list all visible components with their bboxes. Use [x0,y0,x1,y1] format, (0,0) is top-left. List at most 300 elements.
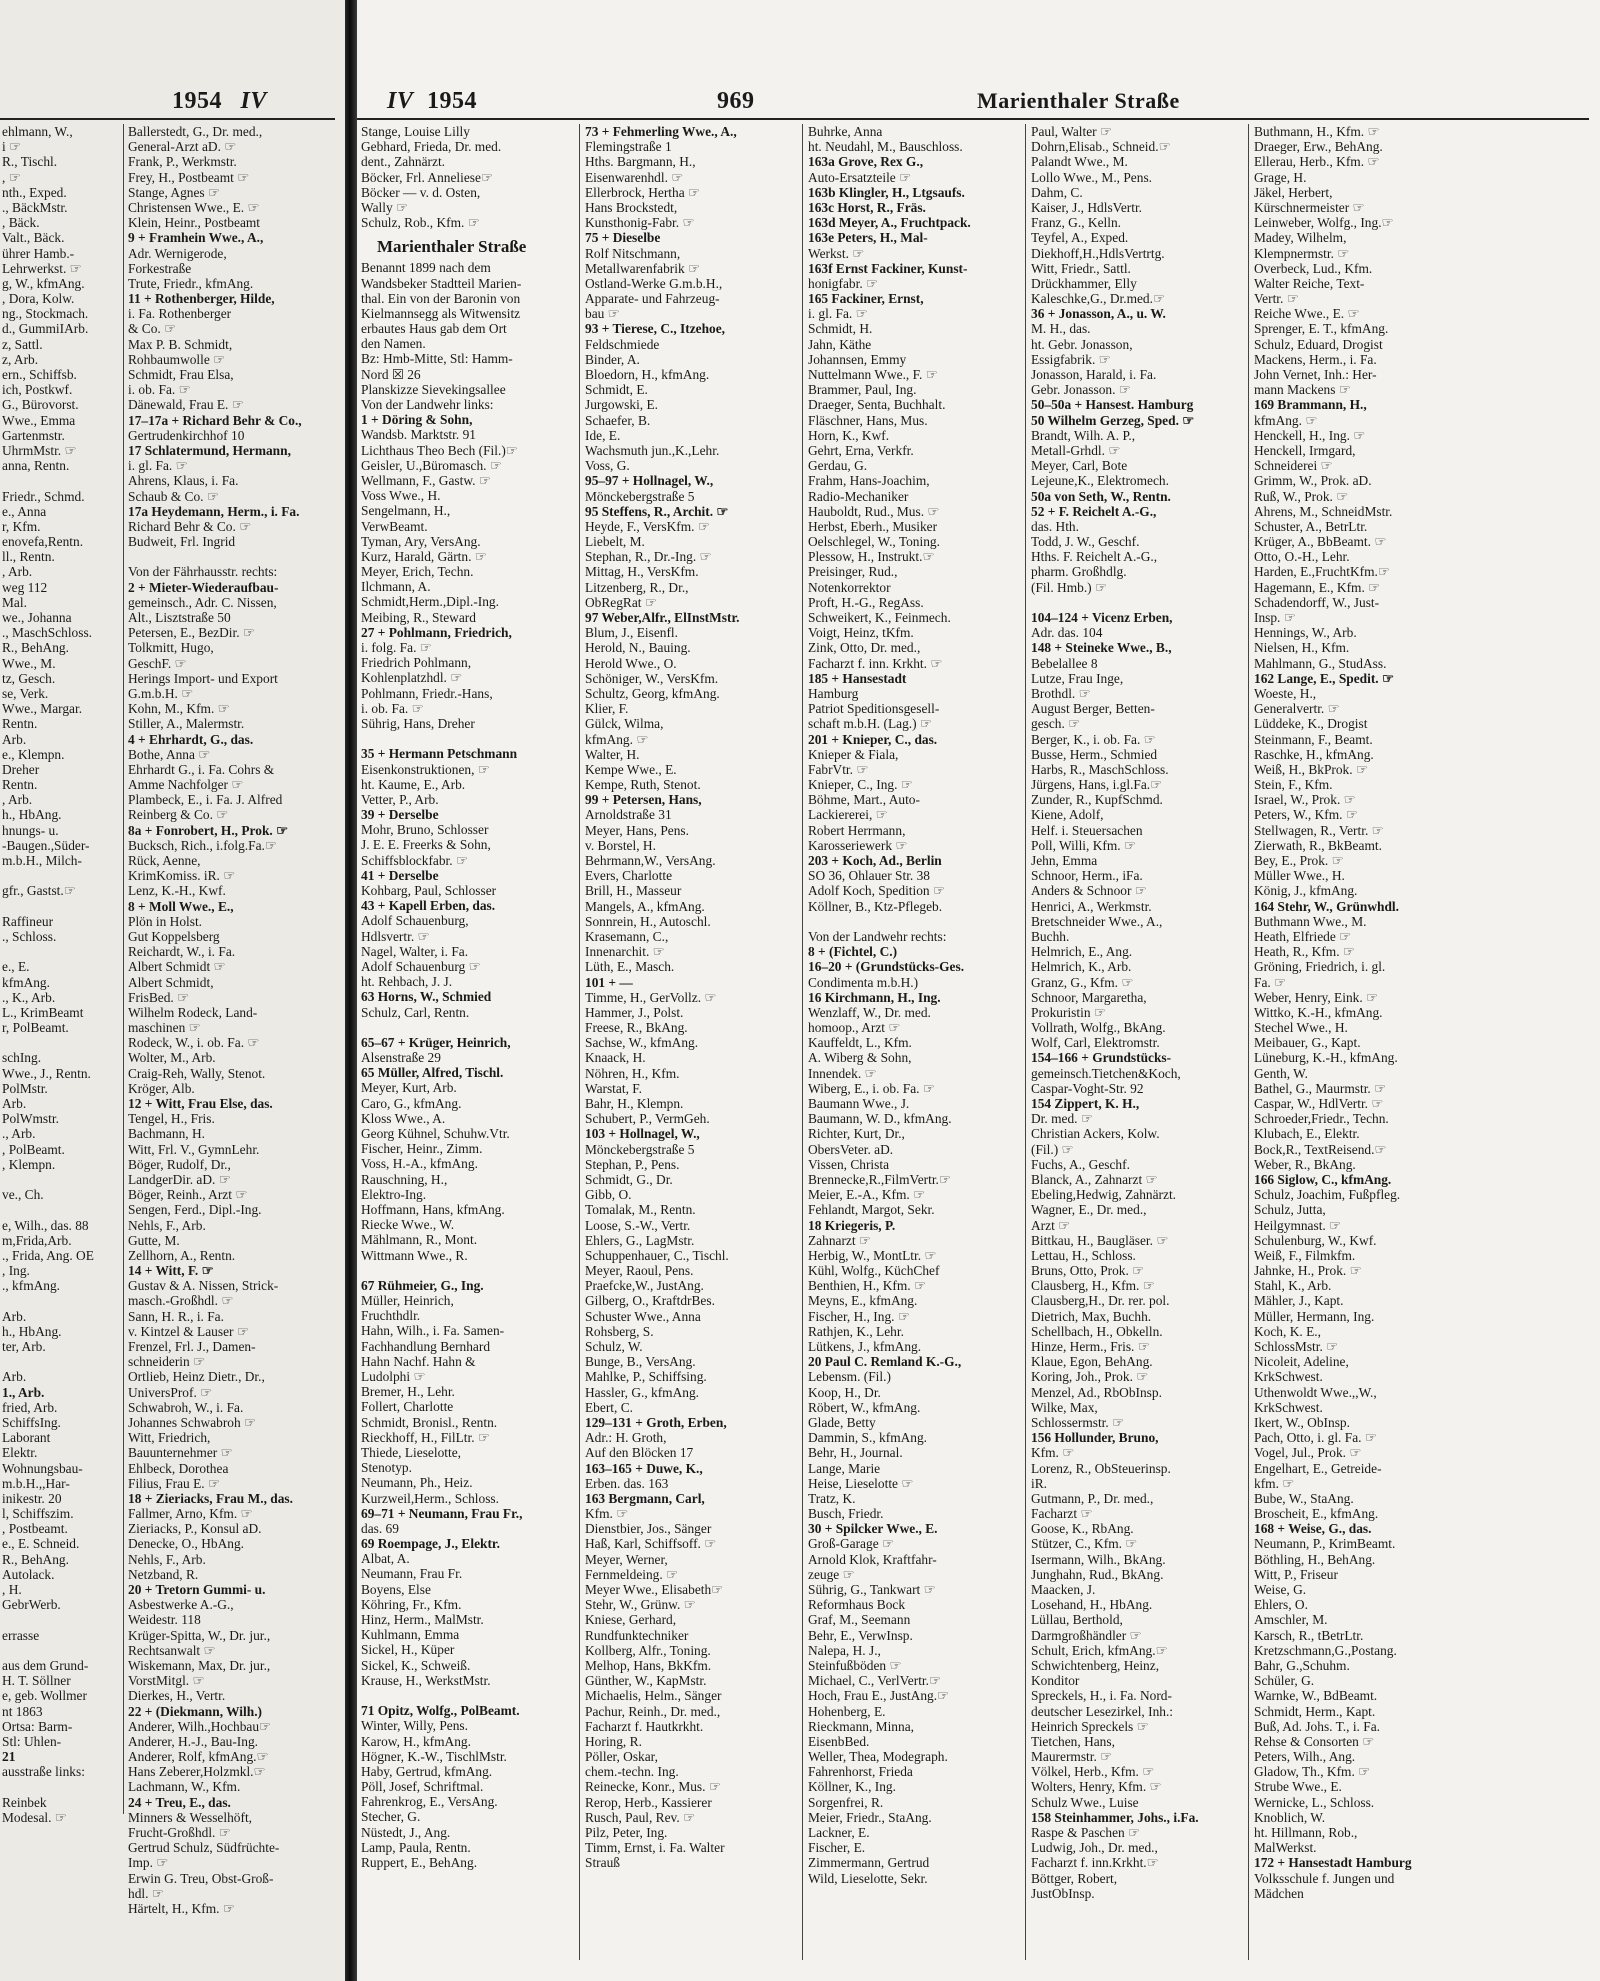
directory-line: Mohr, Bruno, Schlosser [361,822,489,838]
directory-line: Uthenwoldt Wwe.,,W., [1254,1384,1377,1400]
directory-line: Schnoor, Margaretha, [1031,989,1147,1005]
directory-line: Todd, J. W., Geschf. [1031,534,1140,550]
directory-line: chem.-techn. Ing. [585,1764,679,1780]
directory-line: Kurzweil,Herm., Schloss. [361,1490,499,1506]
directory-line: Nagel, Walter, i. Fa. [361,943,469,959]
directory-line: Schmidt, E. [585,382,648,398]
directory-line: kfmAng. ☞ [585,731,649,747]
directory-line: Maacken, J. [1031,1582,1096,1597]
directory-line: Anders & Schnoor ☞ [1031,883,1147,899]
directory-line: 166 Siglow, C., kfmAng. [1254,1171,1392,1187]
directory-line: Alt., Lisztstraße 50 [128,610,231,625]
directory-line: 73 + Fehmerling Wwe., A., [585,124,737,139]
directory-line: Mangels, A., kfmAng. [585,898,705,914]
directory-line: Schmidt,Herm.,Dipl.-Ing. [361,594,499,610]
directory-line: Evers, Charlotte [585,868,673,884]
book-gutter [345,0,357,1981]
directory-line: Plessow, H., Instrukt.☞ [808,549,935,565]
directory-line: Schöniger, W., VersKfm. [585,670,719,686]
directory-line: Haß, Karl, Schiffsoff. ☞ [585,1536,717,1552]
directory-line: Imp. ☞ [128,1855,169,1871]
directory-line: Baumann Wwe., J. [808,1096,910,1111]
directory-line: 103 + Hollnagel, W., [585,1126,700,1142]
directory-line: Fallmer, Arno, Kfm. ☞ [128,1506,253,1522]
directory-line: Helmrich, E., Ang. [1031,944,1133,960]
directory-line: Essigfabrik. ☞ [1031,351,1111,367]
directory-line: Kauffeldt, L., Kfm. [808,1035,912,1051]
directory-line: Werkst. ☞ [808,245,865,261]
directory-line: R., BehAng. [2,1551,69,1567]
directory-line: Spreckels, H., i. Fa. Nord- [1031,1688,1172,1704]
directory-line: Bebelallee 8 [1031,655,1098,671]
directory-line: Müller Wwe., H. [1254,868,1345,884]
directory-line: Schmidt, Frau Elsa, [128,367,234,382]
directory-line: Herbst, Eberh., Musiker [808,518,938,534]
directory-line: John Vernet, Inh.: Her- [1254,367,1377,382]
directory-line: Palandt Wwe., M. [1031,154,1128,170]
directory-line: Rück, Aenne, [128,853,201,868]
directory-line: 27 + Pohlmann, Friedrich, [361,624,512,640]
directory-line: Nöhren, H., Kfm. [585,1065,680,1081]
directory-line: Lüllau, Berthold, [1031,1612,1123,1628]
directory-line: Fuchs, A., Geschf. [1031,1156,1130,1172]
directory-line: Broscheit, E., kfmAng. [1254,1506,1379,1522]
directory-line: Strube Wwe., E. [1254,1779,1342,1795]
directory-line: Sorgenfrei, R. [808,1794,884,1810]
directory-line: Buß, Ad. Johs. T., i. Fa. [1254,1718,1380,1734]
directory-line: Zunder, R., KupfSchmd. [1031,792,1163,808]
directory-line: Liebelt, M. [585,534,645,550]
directory-line: Gutte, M. [128,1232,180,1248]
directory-line: Ellerbrock, Hertha ☞ [585,184,700,200]
column-divider [1025,124,1026,1960]
directory-line: Reinecke, Konr., Mus. ☞ [585,1779,721,1795]
directory-line: Krüger-Spitta, W., Dr. jur., [128,1627,271,1643]
directory-line: Hths. F. Reichelt A.-G., [1031,549,1158,565]
directory-line: J. E. E. Freerks & Sohn, [361,837,491,853]
directory-line: Heinrich Spreckels ☞ [1031,1718,1149,1734]
directory-line: Schulz Wwe., Luise [1031,1794,1139,1810]
directory-line: Busch, Friedr. [808,1506,884,1522]
directory-line: Modesal. ☞ [2,1809,67,1825]
directory-line: Caspar, W., HdlVertr. ☞ [1254,1096,1384,1111]
directory-line: Meyer Wwe., Elisabeth☞ [585,1582,724,1597]
directory-line: MalWerkst. [1254,1840,1317,1856]
directory-line: kfm. ☞ [1254,1475,1295,1491]
directory-line: Stecher, G. [361,1809,421,1825]
directory-line: 11 + Rothenberger, Hilde, [128,291,275,307]
directory-line: Erwin G. Treu, Obst-Groß- [128,1870,274,1886]
directory-line: Plön in Holst. [128,913,203,929]
directory-line: 20 + Tretorn Gummi- u. [128,1582,266,1597]
directory-line: Wwe., J., Rentn. [2,1065,91,1081]
directory-line: Wellmann, F., Gastw. ☞ [361,472,491,488]
directory-line: Ikert, W., ObInsp. [1254,1414,1350,1430]
directory-line: Eisenwarenhdl. ☞ [585,169,684,185]
directory-line: Gebhard, Frieda, Dr. med. [361,139,502,155]
directory-line: Vetter, P., Arb. [361,791,439,807]
directory-line: Sprenger, E. T., kfmAng. [1254,321,1389,337]
directory-line: Graf, M., Seemann [808,1612,911,1628]
directory-line: e, geb. Wollmer [2,1688,87,1704]
directory-line: Kiene, Adolf, [1031,807,1104,823]
directory-line: den Namen. [361,336,426,352]
directory-line: Richter, Kurt, Dr., [808,1126,905,1142]
directory-line: Adr. Wernigerode, [128,245,227,261]
directory-line: Buthmann Wwe., M. [1254,913,1367,929]
directory-line: ObRegRat ☞ [585,594,657,610]
directory-line: 95 Steffens, R., Archit. ☞ [585,503,729,519]
directory-line: Flemingstraße 1 [585,139,672,155]
directory-line: Friedr., Schmd. [2,488,85,504]
directory-line: Knaack, H. [585,1050,646,1066]
directory-line: Lackner, E. [808,1825,870,1840]
directory-line: Gebr. Jonasson. ☞ [1031,382,1131,398]
directory-line: 69–71 + Neumann, Frau Fr., [361,1505,523,1521]
directory-line: KrkSchwest. [1254,1369,1323,1385]
directory-line: g, W., kfmAng. [2,275,85,291]
directory-line: Reinbek [2,1794,47,1810]
directory-line: Horn, K., Kwf. [808,427,890,443]
directory-line: Henckell, H., Ing. ☞ [1254,427,1366,443]
directory-line: Stellwagen, R., Vertr. ☞ [1254,822,1384,838]
directory-line [2,1354,120,1369]
directory-line: 9 + Framhein Wwe., A., [128,230,264,246]
directory-line: , Dora, Kolw. [2,291,75,307]
directory-line: Fa. ☞ [1254,974,1287,990]
directory-line: 148 + Steineke Wwe., B., [1031,640,1172,656]
directory-line: (Fil. Hmb.) ☞ [1031,579,1107,595]
directory-line: m.b.H., Milch- [2,853,82,868]
directory-line: Meyer, Kurt, Arb. [361,1080,457,1096]
directory-line: Henckell, Irmgard, [1254,442,1356,458]
directory-line: Kloss Wwe., A. [361,1110,446,1126]
directory-line: Ebeling,Hedwig, Zahnärzt. [1031,1187,1177,1203]
directory-line: PolWmstr. [2,1111,59,1127]
directory-line: Gülck, Wilma, [585,716,664,732]
directory-line: Meyer, Hans, Pens. [585,822,689,838]
directory-line: Knieper, C., Ing. ☞ [808,777,913,793]
directory-line: Kohn, M., Kfm. ☞ [128,701,230,717]
directory-line: Meyns, E., kfmAng. [808,1293,918,1309]
directory-line: Warnke, W., BdBeamt. [1254,1688,1378,1704]
directory-line: Lebensm. (Fil.) [808,1369,891,1385]
directory-line: Ortlieb, Heinz Dietr., Dr., [128,1369,265,1385]
directory-line: Diekhoff,H.,HdlsVertrtg. [1031,245,1165,261]
directory-line: Knieper & Fiala, [808,746,899,762]
directory-line: Darmgroßhändler ☞ [1031,1627,1142,1643]
directory-line: e., E. [2,959,30,975]
directory-line: Geisler, U.,Büromasch. ☞ [361,457,502,473]
directory-line: Nielsen, H., Kfm. [1254,640,1350,656]
directory-line: Nord ☒ 26 [361,366,421,382]
directory-line: 169 Brammann, H., [1254,397,1367,413]
directory-line: Denecke, O., HbAng. [128,1536,245,1552]
directory-line: Albat, A. [361,1551,410,1567]
directory-line: Brennecke,R.,FilmVertr.☞ [808,1171,951,1187]
directory-line: Erben. das. 163 [585,1475,669,1491]
directory-line: Sührig, Hans, Dreher [361,715,475,731]
street-heading: Marienthaler Straße [977,88,1180,113]
directory-line: 1., Arb. [2,1384,45,1400]
directory-line: Facharzt ☞ [1031,1506,1093,1522]
directory-line: GebrWerb. [2,1597,61,1613]
directory-line: Losehand, H., HbAng. [1031,1597,1153,1613]
directory-line: Adr.: H. Groth, [585,1430,667,1446]
directory-line: Rechtsanwalt ☞ [128,1642,216,1658]
directory-line: 172 + Hansestadt Hamburg [1254,1855,1412,1871]
directory-line: Feldschmiede [585,336,660,352]
directory-line: Von der Landwehr links: [361,397,494,412]
directory-line [2,1202,120,1217]
directory-line: z, Arb. [2,351,39,367]
header-rule [0,118,335,120]
directory-line [1031,595,1243,610]
directory-line: Albert Schmidt ☞ [128,959,226,975]
directory-line: Baumann, W. D., kfmAng. [808,1111,952,1127]
directory-line: 52 + F. Reichelt A.-G., [1031,503,1157,519]
directory-line: 163e Peters, H., Mal- [808,230,928,246]
directory-line: 99 + Petersen, Hans, [585,792,702,808]
directory-line: Amme Nachfolger ☞ [128,777,244,793]
directory-line: r, Kfm. [2,518,41,534]
directory-line: Krasemann, C., [585,928,669,944]
directory-line: Neumann, Ph., Heiz. [361,1475,473,1491]
directory-line: Gustav & A. Nissen, Strick- [128,1278,279,1294]
directory-line: Ruppert, E., BehAng. [361,1855,478,1870]
directory-line: Robert Herrmann, [808,822,906,838]
directory-line: Frey, H., Postbeamt ☞ [128,169,250,185]
directory-line: Röbert, W., kfmAng. [808,1399,921,1415]
directory-line: 17 Schlatermund, Hermann, [128,442,291,458]
directory-line: Weber, Henry, Eink. ☞ [1254,989,1379,1005]
col1-bottom-block [361,260,573,1870]
directory-line: Müller, Heinrich, [361,1293,454,1309]
directory-line: Wandsbeker Stadtteil Marien- [361,275,522,291]
directory-line: Lütkens, J., kfmAng. [808,1339,922,1354]
directory-line: Zahnarzt ☞ [808,1232,871,1248]
directory-line: Böger, Reinh., Arzt ☞ [128,1187,248,1203]
directory-line [2,868,120,883]
directory-line: Ludolphi ☞ [361,1369,426,1384]
directory-line: Buhrke, Anna [808,124,883,139]
directory-line: ht. Rehbach, J. J. [361,974,453,990]
directory-line: Ehlers, O. [1254,1597,1308,1613]
directory-line: Hoch, Frau E., JustAng.☞ [808,1688,950,1704]
directory-line: Franz, G., Kelln. [1031,215,1121,231]
column-divider [123,124,124,1814]
directory-line: FrisBed. ☞ [128,989,190,1005]
right-page [357,0,1600,1981]
directory-line: Tolkmitt, Hugo, [128,640,214,656]
directory-line: Leinweber, Wolfg., Ing.☞ [1254,215,1394,231]
directory-line: 17a Heydemann, Herm., i. Fa. [128,503,300,519]
directory-line: Plambeck, E., i. Fa. J. Alfred [128,792,283,808]
directory-line: Lollo Wwe., M., Pens. [1031,169,1153,185]
directory-line: 203 + Koch, Ad., Berlin [808,853,942,868]
directory-line: Granz, G., Kfm. ☞ [1031,974,1134,990]
directory-line: Witt, P., Friseur [1254,1566,1338,1582]
directory-line: Klein, Heinr., Postbeamt [128,215,261,231]
directory-line: Innendek. ☞ [808,1065,877,1081]
directory-line: Hennings, W., Arb. [1254,625,1357,641]
directory-line: Hdlsvertr. ☞ [361,928,430,944]
directory-line: Raschke, H., kfmAng. [1254,746,1374,762]
directory-line [2,1779,120,1794]
directory-line: , H. [2,1582,22,1597]
directory-line: Fehlandt, Margot, Sekr. [808,1202,935,1218]
directory-line: Volksschule f. Jungen und [1254,1870,1395,1886]
directory-line: Raffineur [2,913,54,929]
directory-line: Schmidt, H. [808,321,873,337]
directory-line: Tomalak, M., Rentn. [585,1202,696,1218]
directory-line: Praefcke,W., JustAng. [585,1278,704,1294]
directory-line: 63 Horns, W., Schmied [361,989,492,1005]
directory-line: v. Borstel, H. [585,837,656,853]
directory-line: 185 + Hansestadt [808,670,907,686]
directory-line: zeuge ☞ [808,1566,855,1582]
directory-line: ., K., Arb. [2,989,56,1005]
directory-line: Timme, H., GerVollz. ☞ [585,989,717,1005]
directory-line: Jürgens, Hans, i.gl.Fa.☞ [1031,777,1163,793]
directory-line: Vertr. ☞ [1254,291,1299,307]
directory-line: nth., Exped. [2,184,67,200]
directory-line [2,1293,120,1308]
directory-line: Böcker, Frl. Anneliese☞ [361,169,493,185]
left-page-header [172,88,267,115]
directory-line: Herbig, W., MontLtr. ☞ [808,1247,937,1263]
directory-line: l, Schiffszim. [2,1506,74,1522]
directory-line: Rusch, Paul, Rev. ☞ [585,1809,696,1825]
directory-line: Wenzlaff, W., Dr. med. [808,1004,931,1020]
directory-line: VorstMitgl. ☞ [128,1673,205,1689]
directory-line: Lenz, K.-H., Kwf. [128,883,226,899]
directory-line: , Klempn. [2,1156,56,1172]
directory-line: Kfm. ☞ [1031,1445,1075,1461]
directory-line: z, Sattl. [2,336,43,352]
directory-line: Insp. ☞ [1254,610,1296,625]
directory-line: Bothe, Anna ☞ [128,746,211,762]
directory-line: 50 Wilhelm Gerzeg, Sped. ☞ [1031,412,1195,428]
directory-line: UniversProf. ☞ [128,1384,213,1400]
directory-line: bau ☞ [585,306,620,322]
directory-line: ., Arb. [2,1126,36,1142]
directory-line: Voss Wwe., H. [361,488,441,504]
directory-line: Weber, R., BkAng. [1254,1156,1356,1172]
directory-line: Vollrath, Wolfg., BkAng. [1031,1020,1166,1036]
directory-line: Weiß, H., BkProk. ☞ [1254,761,1368,777]
directory-line: das. 69 [361,1520,399,1536]
directory-line: Arnoldstraße 31 [585,807,672,823]
directory-line: Stenotyp. [361,1460,412,1476]
directory-line: Neumann, P., KrimBeamt. [1254,1536,1396,1552]
directory-line: schIng. [2,1050,42,1066]
directory-line: Petersen, E., BezDir. ☞ [128,625,255,641]
directory-line: Frahm, Hans-Joachim, [808,473,930,489]
directory-line [2,944,120,959]
directory-line: Stehr, W., Grünw. ☞ [585,1597,696,1613]
directory-line: Pöller, Oskar, [585,1749,658,1765]
directory-line: Bruns, Otto, Prok. ☞ [1031,1263,1145,1279]
directory-line: Wachsmuth jun.,K.,Lehr. [585,442,720,458]
directory-line: Frank, P., Werkmstr. [128,154,237,170]
directory-line: Dänewald, Frau E. ☞ [128,397,244,413]
directory-line: 65–67 + Krüger, Heinrich, [361,1034,511,1050]
directory-line: Schulz, Jutta, [1254,1202,1326,1218]
directory-line: Nehls, F., Arb. [128,1551,206,1567]
directory-line: h., HbAng. [2,1323,62,1339]
directory-line: Reinberg & Co. ☞ [128,807,229,823]
directory-line: Heath, R., Kfm. ☞ [1254,944,1355,960]
directory-line: Rodeck, W., i. ob. Fa. ☞ [128,1035,260,1051]
directory-line: Sengelmann, H., [361,503,451,519]
directory-line: Auto-Ersatzteile ☞ [808,169,912,185]
directory-line: tz, Gesch. [2,670,56,686]
directory-line: Friedrich Pohlmann, [361,655,472,671]
directory-line: Fischer, H., Ing. ☞ [808,1308,910,1324]
directory-line: Nüstedt, J., Ang. [361,1824,451,1840]
directory-line: Ilchmann, A. [361,579,431,595]
directory-line: Hinze, Herm., Fris. ☞ [1031,1339,1150,1354]
directory-line: Radio-Mechaniker [808,488,909,504]
directory-line: G., Bürovorst. [2,397,79,413]
directory-line: Karsch, R., tBetrLtr. [1254,1627,1364,1643]
directory-line: Schnoor, Herm., iFa. [1031,868,1143,884]
directory-line: Zellhorn, A., Rentn. [128,1247,236,1263]
directory-line: R., Tischl. [2,154,58,170]
directory-line: Stange, Agnes ☞ [128,184,220,200]
directory-line: Netzband, R. [128,1566,199,1582]
directory-line: KrimKomiss. iR. ☞ [128,868,236,884]
directory-line: 67 Rühmeier, G., Ing. [361,1277,484,1293]
directory-line: Voigt, Heinz, tKfm. [808,625,914,641]
directory-line: i. gl. Fa. ☞ [128,458,188,474]
directory-line: Brammer, Paul, Ing. [808,382,917,398]
directory-line: Kröger, Alb. [128,1080,195,1096]
directory-line: Christian Ackers, Kolw. [1031,1126,1160,1142]
directory-line: Frucht-Großhdl. ☞ [128,1825,231,1840]
directory-line [808,914,1020,929]
directory-line: Schuster, A., BetrLtr. [1254,518,1368,534]
directory-line: Sengen, Ferd., Dipl.-Ing. [128,1202,262,1218]
directory-line: thal. Ein von der Baronin von [361,290,521,306]
directory-line: Alsenstraße 29 [361,1050,441,1066]
directory-line: Caro, G., kfmAng. [361,1095,462,1111]
directory-line: das. Hth. [1031,518,1079,534]
directory-line: 21 [2,1749,16,1765]
directory-line: Kühl, Wolfg., KüchChef [808,1263,940,1279]
directory-line: Rohbaumwolle ☞ [128,351,226,367]
directory-line: Mittag, H., VersKfm. [585,564,699,580]
directory-line: Kfm. ☞ [585,1506,629,1522]
directory-line: A. Wiberg & Sohn, [808,1050,912,1066]
directory-line: Henrici, A., Werkmstr. [1031,898,1152,914]
directory-line: Köhring, Fr., Kfm. [361,1596,462,1612]
directory-line: 35 + Hermann Petschmann [361,746,518,762]
directory-line: Herold Wwe., O. [585,655,677,671]
left-col-b [128,124,343,1916]
directory-line [2,1643,120,1658]
directory-line: Thiede, Lieselotte, [361,1444,462,1460]
directory-line: König, J., kfmAng. [1254,883,1358,899]
directory-line: Jurgowski, E. [585,397,659,413]
directory-line: M. H., das. [1031,321,1091,337]
directory-line: Bock,R., TextReisend.☞ [1254,1141,1387,1157]
directory-line: Stephan, R., Dr.-Ing. ☞ [585,549,712,565]
directory-line: Loose, S.-W., Vertr. [585,1217,691,1233]
directory-line: Schmidt, Herm., Kapt. [1254,1703,1376,1719]
directory-line: i ☞ [2,139,22,155]
